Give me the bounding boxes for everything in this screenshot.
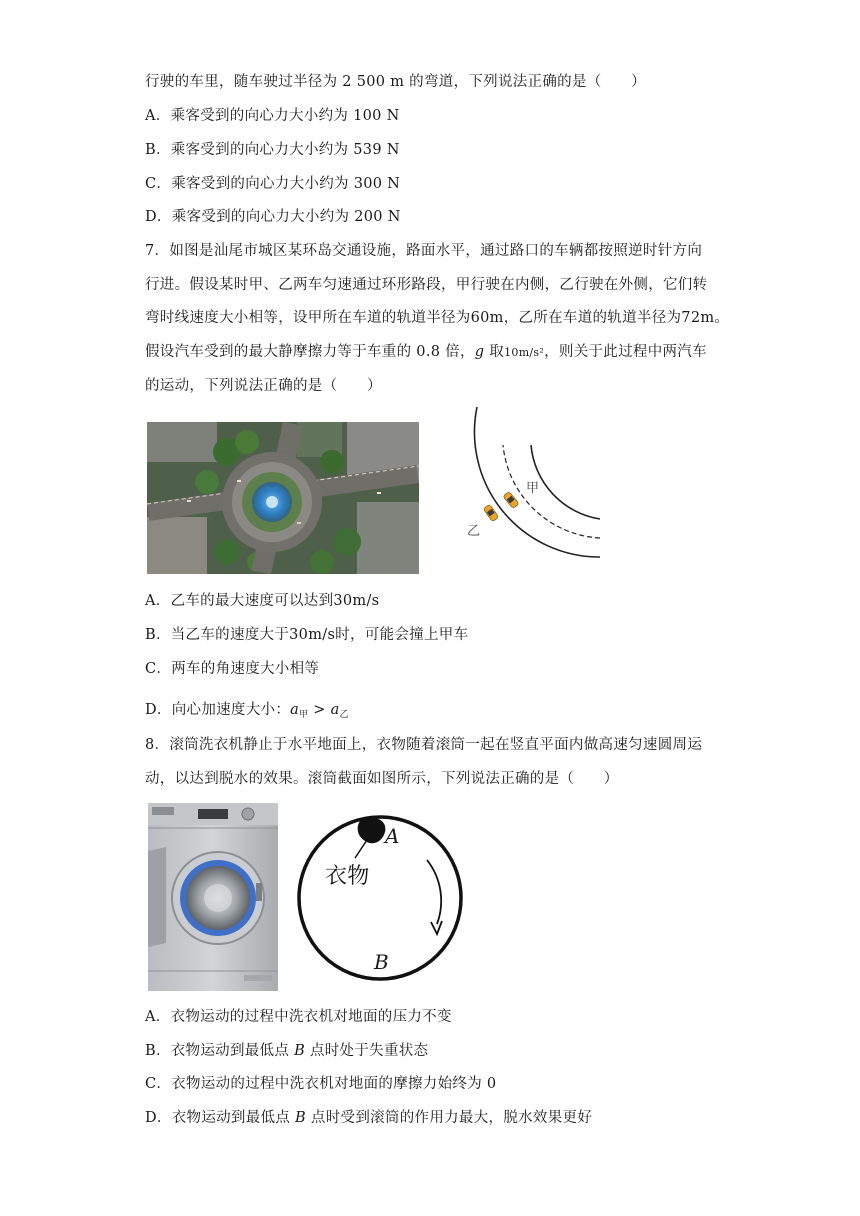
q8-option-b-point: B <box>294 1043 306 1059</box>
washing-machine-photo <box>148 803 278 991</box>
q7-g-value: 10m/s² <box>504 346 545 359</box>
label-jia: 甲 <box>526 481 540 496</box>
q7-accel-sub-yi: 乙 <box>339 710 349 720</box>
q7-line4-text-b: 取 <box>484 344 505 360</box>
label-yi: 乙 <box>467 524 481 539</box>
q6-stem-tail: 行驶的车里，随车驶过半径为 2 500 m 的弯道，下列说法正确的是（ ） <box>145 74 646 90</box>
q6-option-c: C．乘客受到的向心力大小约为 300 N <box>145 176 401 192</box>
q7-line4-text-c: ，则关于此过程中两汽车 <box>544 344 707 360</box>
q8-stem-line1: 8．滚筒洗衣机静止于水平地面上，衣物随着滚筒一起在竖直平面内做高速匀速圆周运 <box>145 737 703 753</box>
q8-option-c: C．衣物运动的过程中洗衣机对地面的摩擦力始终为 0 <box>145 1076 497 1092</box>
q7-stem-line1: 7．如图是汕尾市城区某环岛交通设施，路面水平，通过路口的车辆都按照逆时针方向 <box>145 243 703 259</box>
q8-option-a: A．衣物运动的过程中洗衣机对地面的压力不变 <box>145 1009 452 1025</box>
q7-option-d <box>145 700 349 725</box>
q6-option-b: B．乘客受到的向心力大小约为 539 N <box>145 142 400 158</box>
q7-accel-a1: a <box>290 702 300 718</box>
aerial-photo-svg <box>147 422 419 574</box>
q8-option-b-text-post: 点时处于失重状态 <box>305 1043 429 1059</box>
q7-greater-than: > <box>308 702 331 718</box>
q8-option-d-point: B <box>295 1110 307 1126</box>
label-point-a: A <box>385 824 400 848</box>
q6-option-a: A．乘客受到的向心力大小约为 100 N <box>145 108 400 124</box>
q8-option-d <box>145 1108 592 1128</box>
q6-option-d: D．乘客受到的向心力大小约为 200 N <box>145 209 401 225</box>
q7-accel-sub-jia: 甲 <box>299 710 309 720</box>
q8-stem-line2: 动，以达到脱水的效果。滚筒截面如图所示，下列说法正确的是（ ） <box>145 771 619 787</box>
q7-stem-line3: 弯时线速度大小相等，设甲所在车道的轨道半径为60m，乙所在车道的轨道半径为72m。 <box>145 310 730 326</box>
q7-stem-line5: 的运动，下列说法正确的是（ ） <box>145 378 382 394</box>
q8-option-d-text-post: 点时受到滚筒的作用力最大，脱水效果更好 <box>306 1110 593 1126</box>
clothes-blob <box>358 818 386 844</box>
washing-machine-svg <box>148 803 278 991</box>
label-clothes: 衣物 <box>325 864 370 889</box>
q7-accel-a2: a <box>330 702 340 718</box>
q8-option-b-text-pre: B．衣物运动到最低点 <box>145 1043 295 1059</box>
clothes-pointer-line <box>355 840 367 858</box>
q7-stem-line2: 行进。假设某时甲、乙两车匀速通过环形路段，甲行驶在内侧，乙行驶在外侧，它们转 <box>145 277 708 293</box>
q7-option-a: A．乙车的最大速度可以达到30m/s <box>145 593 380 609</box>
label-point-b: B <box>374 950 389 974</box>
rotation-arrow-arc <box>427 860 441 924</box>
q7-option-c: C．两车的角速度大小相等 <box>145 661 320 677</box>
q7-option-b: B．当乙车的速度大于30m/s时，可能会撞上甲车 <box>145 627 469 643</box>
q7-stem-line4 <box>145 342 707 363</box>
q7-option-d-text: D．向心加速度大小： <box>145 702 291 718</box>
q7-line4-text-a: 假设汽车受到的最大静摩擦力等于车重的 0.8 倍， <box>145 344 475 360</box>
car-jia-icon <box>503 491 519 508</box>
inner-lane-arc <box>531 445 600 519</box>
car-yi-icon <box>483 504 499 522</box>
q7-g-symbol: g <box>474 344 485 360</box>
q8-option-d-text-pre: D．衣物运动到最低点 <box>145 1110 296 1126</box>
roundabout-aerial-photo <box>147 422 419 574</box>
q8-option-b <box>145 1041 428 1061</box>
